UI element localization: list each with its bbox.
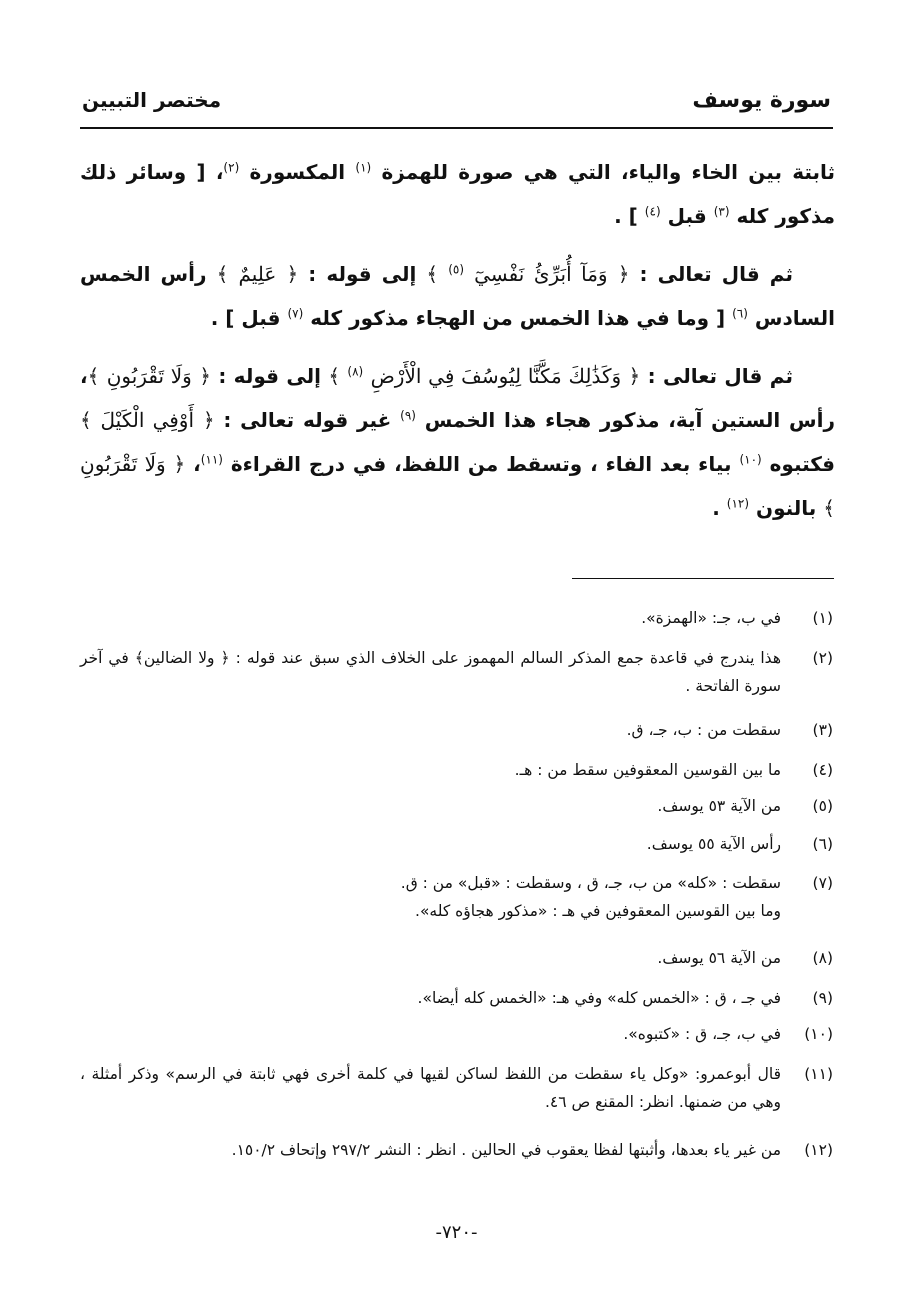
footnote-1 <box>80 604 833 632</box>
quran-quote: وَمَآ أُبَرِّئُ نَفْسِيٓ <box>474 262 608 286</box>
running-head-surah: سورة يوسف <box>692 88 831 113</box>
paragraph-2: ثم قال تعالى : ﴿ وَمَآ أُبَرِّئُ نَفْسِيٓ $^{(٥)}$ ﴾ إلى قوله : ﴿ عَلِيمٌ ﴾ رأس الخمس السادس $^{(٦)}$ [ وما في هذا الخمس من الهجاء مذكور كله $^{(٧)}$ قبل ] . <box>80 262 835 330</box>
footnote-text: في ب، جـ: «الهمزة». <box>641 609 781 627</box>
footnote-number: (٦) <box>812 835 833 853</box>
footnote-9 <box>80 984 833 1012</box>
footnote-7 <box>80 869 833 925</box>
main-text <box>80 150 835 544</box>
footnote-number: (٩) <box>812 989 833 1007</box>
footnote-number: (٥) <box>812 797 833 815</box>
quran-quote: وَكَذَٰلِكَ مَكَّنَّا لِيُوسُفَ فِي الْأَرْضِ <box>370 364 622 388</box>
footnote-text: من الآية ٥٦ يوسف. <box>657 949 781 967</box>
footnote-continuation: وما بين القوسين المعقوفين في هـ : «مذكور هجاؤه كله». <box>415 902 781 920</box>
footnote-12 <box>80 1136 833 1164</box>
footnote-number: (٨) <box>812 949 833 967</box>
footnote-10 <box>80 1020 833 1048</box>
footnote-number: (٣) <box>812 721 833 739</box>
header-divider <box>80 127 833 129</box>
footnote-text: من الآية ٥٣ يوسف. <box>657 797 781 815</box>
footnote-text: سقطت : «كله» من ب، جـ، ق ، وسقطت : «قبل» من : ق. <box>400 874 781 892</box>
footnote-2 <box>80 644 833 700</box>
page-number: -٧٢٠- <box>435 1222 478 1243</box>
quran-quote: أَوْفِي الْكَيْلَ <box>100 408 195 432</box>
running-head-book: مختصر التبيين <box>82 88 222 112</box>
quran-quote: وَلَا تَقْرَبُونِ <box>106 364 192 388</box>
paragraph-3: ثم قال تعالى : ﴿ وَكَذَٰلِكَ مَكَّنَّا لِيُوسُفَ فِي الْأَرْضِ $^{(٨)}$ ﴾ إلى قوله : ﴿ وَلَا تَقْرَبُونِ ﴾، رأس الستين آية، مذكور هجاء هذا الخمس $^{(٩)}$ غير قوله تعالى : ﴿ أَوْفِي الْكَيْلَ ﴾ فكتبوه $^{(١٠)}$ بياء بعد الفاء ، وتسقط من اللفظ، في درج القراءة $^{(١١)}$، ﴿ وَلَا تَقْرَبُونِ ﴾ بالنون $^{(١٢)}$ . <box>80 364 835 520</box>
footnote-ref-2[interactable]: (٢) <box>223 160 240 175</box>
footnote-text: قال أبوعمرو: «وكل ياء سقطت من اللفظ لساكن لقيها في كلمة أخرى فهي ثابتة في الرسم» وذكر أمثلة ، وهي من ضمنها. انظر: المقنع ص ٤٦. <box>80 1065 781 1111</box>
footnote-8 <box>80 944 833 972</box>
quran-quote: وَلَا تَقْرَبُونِ <box>80 452 166 476</box>
footnote-ref-4[interactable]: (٤) <box>644 204 661 219</box>
quran-open-bracket: ﴿ <box>617 262 630 286</box>
footnote-ref-5[interactable]: (٥) <box>448 262 465 277</box>
footnote-number: (١٠) <box>804 1025 833 1043</box>
footnote-ref-10[interactable]: (١٠) <box>739 452 762 467</box>
footnote-text: ما بين القوسين المعقوفين سقط من : هـ. <box>514 761 781 779</box>
footnote-number: (١) <box>812 609 833 627</box>
footnote-divider <box>572 578 834 579</box>
footnote-3 <box>80 716 833 744</box>
footnote-ref-9[interactable]: (٩) <box>400 408 416 423</box>
footnote-number: (١٢) <box>804 1141 833 1159</box>
footnote-text: هذا يندرج في قاعدة جمع المذكر السالم المهموز على الخلاف الذي سبق عند قوله : ﴿ ولا الضالين﴾ في آخر سورة الفاتحة . <box>80 649 781 695</box>
footnote-11 <box>80 1060 833 1116</box>
footnote-ref-12[interactable]: (١٢) <box>726 496 750 511</box>
paragraph-1: ثابتة بين الخاء والياء، التي هي صورة للهمزة $^{(١)}$ المكسورة $^{(٢)}$، [ وسائر ذلك مذكور كله $^{(٣)}$ قبل $^{(٤)}$ ] . <box>80 160 836 228</box>
quran-close-bracket: ﴾ <box>426 262 439 286</box>
quran-quote: عَلِيمٌ <box>238 262 277 286</box>
footnote-number: (٢) <box>812 649 833 667</box>
footnote-ref-6[interactable]: (٦) <box>732 306 748 321</box>
footnote-text: رأس الآية ٥٥ يوسف. <box>646 835 781 853</box>
footnote-5 <box>80 792 833 820</box>
footnote-6 <box>80 830 833 858</box>
footnote-4 <box>80 756 833 784</box>
footnote-number: (٤) <box>812 761 833 779</box>
footnote-ref-7[interactable]: (٧) <box>287 306 304 321</box>
footnote-ref-8[interactable]: (٨) <box>347 364 364 379</box>
footnote-text: في جـ ، ق : «الخمس كله» وفي هـ: «الخمس كله أيضا». <box>417 989 781 1007</box>
footnote-ref-11[interactable]: (١١) <box>200 452 223 467</box>
footnote-text: من غير ياء بعدها، وأثبتها لفظا يعقوب في الحالين . انظر : النشر ٢٩٧/٢ وإتحاف ١٥٠/٢. <box>231 1141 781 1159</box>
footnote-number: (١١) <box>804 1065 833 1083</box>
footnote-text: في ب، جـ، ق : «كتبوه». <box>623 1025 781 1043</box>
footnote-text: سقطت من : ب، جـ، ق. <box>626 721 781 739</box>
footnote-ref-1[interactable]: (١) <box>355 160 372 175</box>
footnote-number: (٧) <box>812 874 833 892</box>
footnote-ref-3[interactable]: (٣) <box>713 204 730 219</box>
